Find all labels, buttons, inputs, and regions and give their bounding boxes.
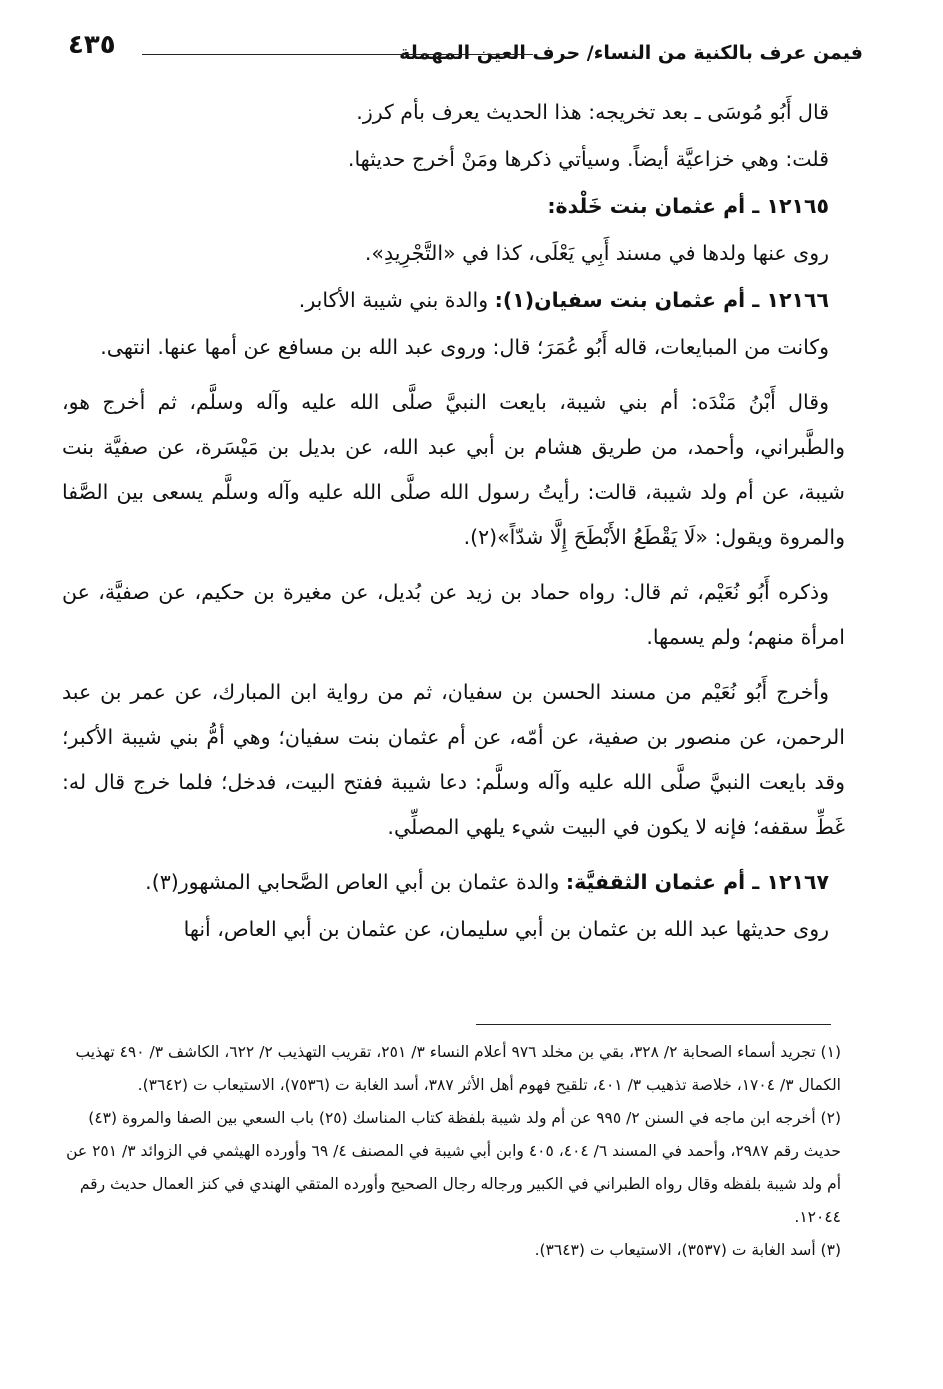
- page-number: ٤٣٥: [68, 30, 116, 60]
- footnote: (٢) أخرجه ابن ماجه في السنن ٢/ ٩٩٥ عن أم ولد شيبة بلفظة كتاب المناسك (٢٥) باب السعي بين الصفا والمروة (٤٣) حديث رقم ٢٩٨٧، وأحمد في المسند ٦/ ٤٠٤، ٤٠٥ وابن أبي شيبة في المصنف ٤/ ٦٩ وأورده الهيثمي في الزوائد ٣/ ٢٥١ عن أم ولد شيبة بلفظه وقال رواه الطبراني في الكبير ورجاله رجال الصحيح وأورده المتقي الهندي في كنز العمال حديث رقم ١٢٠٤٤.: [66, 1109, 841, 1226]
- footnotes: [66, 1036, 841, 1267]
- page-header: [60, 28, 863, 72]
- paragraph: روى حديثها عبد الله بن عثمان بن أبي سليمان، عن عثمان بن أبي العاص، أنها: [183, 917, 829, 941]
- main-text: [62, 90, 845, 962]
- entry-heading: ١٢١٦٧ ـ أم عثمان الثقفيَّة:: [565, 870, 829, 894]
- paragraph: وكانت من المبايعات، قاله أَبُو عُمَرَ؛ قال: وروى عبد الله بن مسافع عن أمها عنها. انتهى.: [100, 335, 829, 359]
- paragraph: روى عنها ولدها في مسند أَبِي يَعْلَى، كذا في «التَّجْرِيدِ».: [364, 241, 829, 265]
- running-head: فيمن عرف بالكنية من النساء/ حرف العين المهملة: [399, 42, 863, 64]
- paragraph: قال أَبُو مُوسَى ـ بعد تخريجه: هذا الحديث يعرف بأم كرز.: [356, 100, 829, 124]
- entry-heading: ١٢١٦٦ ـ أم عثمان بنت سفيان(١):: [494, 288, 829, 312]
- paragraph: قلت: وهي خزاعيَّة أيضاً. وسيأتي ذكرها ومَنْ أخرج حديثها.: [347, 147, 829, 171]
- footnote: (١) تجريد أسماء الصحابة ٢/ ٣٢٨، بقي بن مخلد ٩٧٦ أعلام النساء ٣/ ٢٥١، تقريب التهذيب ٢/ ٦٢٢، الكاشف ٣/ ٤٩٠ تهذيب الكمال ٣/ ١٧٠٤، خلاصة تذهيب ٣/ ٤٠١، تلقيح فهوم أهل الأثر ٣٨٧، أسد الغابة ت (٧٥٣٦)، الاستيعاب ت (٣٦٤٢).: [75, 1043, 841, 1094]
- entry-12166: [62, 278, 845, 323]
- header-rule: [142, 54, 533, 55]
- paragraph: وذكره أَبُو نُعَيْم، ثم قال: رواه حماد بن زيد عن بُديل، عن مغيرة بن حكيم، عن صفيَّة، عن امرأة منهم؛ ولم يسمها.: [62, 580, 845, 649]
- entry-heading: ١٢١٦٥ ـ أم عثمان بنت خَلْدة:: [547, 194, 829, 218]
- entry-12167: [62, 860, 845, 905]
- entry-text: والدة عثمان بن أبي العاص الصَّحابي المشهور(٣).: [145, 870, 560, 894]
- entry-12165: [62, 184, 845, 229]
- entry-text: والدة بني شيبة الأكابر.: [298, 288, 489, 312]
- footnote: (٣) أسد الغابة ت (٣٥٣٧)، الاستيعاب ت (٣٦٤٣).: [534, 1241, 841, 1259]
- paragraph: وقال أَبْنُ مَنْدَه: أم بني شيبة، بايعت النبيَّ صلَّى الله عليه وآله وسلَّم، ثم أخرج هو، والطَّبراني، وأحمد، من طريق هشام بن أبي عبد الله، عن بديل بن مَيْسَرة، عن صفيَّة بنت شيبة، عن أم ولد شيبة، قالت: رأيتُ رسول الله صلَّى الله عليه وآله وسلَّم يسعى بين الصَّفا والمروة ويقول: «لَا يَقْطَعُ الأَبْطَحَ إِلَّا شدّاً»(٢).: [62, 390, 845, 549]
- footnote-rule: [476, 1024, 831, 1025]
- paragraph: وأخرج أَبُو نُعَيْم من مسند الحسن بن سفيان، ثم من رواية ابن المبارك، عن عمر بن عبد الرحمن، عن منصور بن صفية، عن أمّه، عن أم عثمان بنت سفيان؛ وهي أمُّ بني شيبة الأكبر؛ وقد بايعت النبيَّ صلَّى الله عليه وآله وسلَّم: دعا شيبة ففتح البيت، فدخل؛ فلما خرج قال له: غَطِّ سقفه؛ فإنه لا يكون في البيت شيء يلهي المصلِّي.: [62, 680, 845, 839]
